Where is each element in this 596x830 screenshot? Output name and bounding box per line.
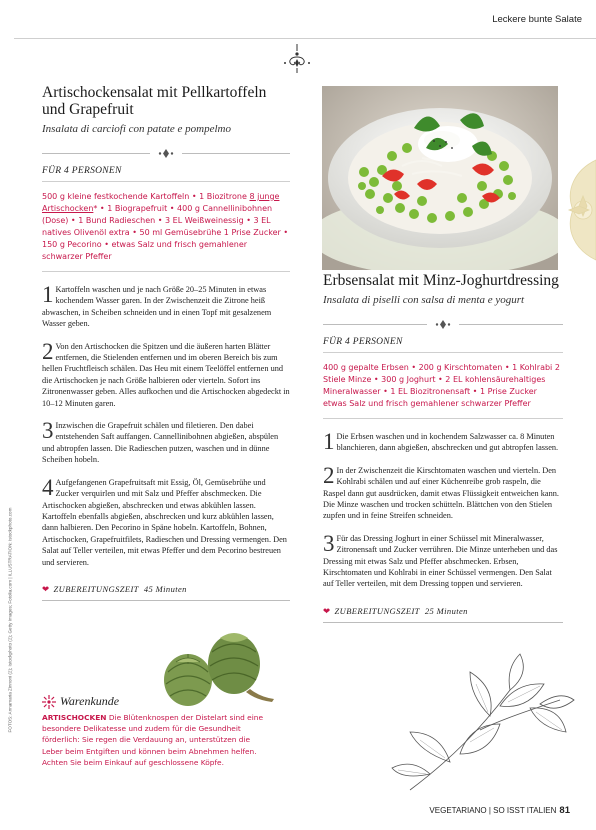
salad-photo bbox=[322, 86, 558, 270]
prep-time bbox=[323, 600, 563, 617]
header-tab bbox=[446, 0, 596, 40]
divider bbox=[42, 600, 290, 601]
page-footer bbox=[429, 805, 570, 816]
ingredients-text: * • 1 Biograpefruit • 400 g Cannellinibohnen (Dose) • 1 Bund Radieschen • 3 EL Weißweinessig • 3 EL natives Olivenöl extra • 50 ml Gemüsebrühe 1 Prise Zucker • 150 g Pecorino • etwas Salz und frisch gemahlener schwarzer Pfeffer bbox=[42, 204, 289, 261]
ornament-icon bbox=[277, 44, 317, 74]
prep-value: 25 Minuten bbox=[424, 605, 468, 616]
servings: FÜR 4 PERSONEN bbox=[323, 337, 403, 347]
mint-illustration bbox=[390, 650, 580, 800]
recipe-title: Erbsensalat mit Minz-Joghurtdressing bbox=[323, 272, 559, 289]
recipe-subtitle: Insalata di piselli con salsa di menta e yogurt bbox=[323, 294, 525, 306]
recipe-peas bbox=[323, 272, 563, 623]
warenkunde-body: Die Blütenknospen der Distelart sind eine besondere Delikatesse und zudem für die Gesundheit förderlich: Sie regen die Verdauung an, unterstützen die Leber beim Entgiften und können beim Abnehmen helfen. Achten Sie beim Einkauf auf geschlossene Köpfe. bbox=[42, 713, 264, 767]
step-number: 1 bbox=[42, 282, 54, 307]
step-text: Aufgefangenen Grapefruitsaft mit Essig, Öl, Gemüsebrühe und Zucker verquirlen und mit Salz und Pfeffer abschmecken. Die Artischocken abgießen, abschrecken und etwas abkühlen lassen. Kartoffeln ebenfalls abgießen, abschrecken und kurz abkühlen lassen, dann halbieren. Den Pecorino in Späne hobeln. Kartoffeln, Bohnen, Artischocken, Grapefruitfilets, Radieschen und Dressing vermengen. Den Salat auf Teller verteilen, mit etwas Pfeffer und dem Pecorino bestreuen und servieren. bbox=[42, 477, 287, 567]
step-number: 4 bbox=[42, 474, 54, 500]
ingredient-list bbox=[42, 191, 290, 263]
step-1 bbox=[42, 284, 290, 330]
divider bbox=[42, 149, 290, 158]
page-number: 81 bbox=[559, 805, 570, 816]
step-number: 1 bbox=[323, 429, 335, 454]
prep-label: ZUBEREITUNGSZEIT bbox=[53, 583, 139, 594]
divider bbox=[42, 271, 290, 272]
divider bbox=[42, 181, 290, 182]
photo-credits: FOTOS: Annamaria Zinnoni (2); Istockphoto (2); Getty Images; Fotolia.com | ILLUSTRATION: Istockphoto.com bbox=[7, 507, 13, 733]
warenkunde-title: Warenkunde bbox=[60, 694, 120, 708]
divider bbox=[323, 320, 563, 329]
warenkunde-keyword: ARTISCHOCKEN bbox=[42, 713, 107, 722]
warenkunde-header bbox=[42, 694, 272, 709]
header-rule bbox=[14, 38, 596, 39]
step-text: Kartoffeln waschen und je nach Größe 20–25 Minuten in etwas kochendem Wasser garen. In der Zwischenzeit die Zitrone heiß abwaschen, in Scheiben schneiden und in einen Topf mit gesalzenem Wasser geben. bbox=[42, 285, 272, 329]
divider bbox=[323, 418, 563, 419]
recipe-title: Artischockensalat mit Pellkartoffeln und Grapefruit bbox=[42, 84, 267, 118]
step-4 bbox=[42, 474, 290, 568]
step-text: Die Erbsen waschen und in kochendem Salzwasser ca. 8 Minuten blanchieren, dann abgießen, abschrecken und gut abtropfen lassen. bbox=[336, 432, 559, 453]
sun-icon bbox=[42, 695, 56, 709]
ingredients-text: 500 g kleine festkochende Kartoffeln • 1 Biozitrone bbox=[42, 192, 250, 201]
step-3 bbox=[323, 530, 563, 590]
step-text: In der Zwischenzeit die Kirschtomaten waschen und vierteln. Den Kohlrabi schälen und auf einer Küchenreibe grob raspeln, die Raspel dann gut ausdrücken, damit etwas Flüssigkeit entweichen kann. Die Minze waschen und trocken schütteln. Blättchen von den Stielen zupfen und in feine Streifen schneiden. bbox=[323, 465, 559, 521]
ornament-icon bbox=[435, 320, 451, 329]
divider bbox=[323, 622, 563, 623]
divider bbox=[323, 352, 563, 353]
ingredient-list: 400 g gepalte Erbsen • 200 g Kirschtomaten • 1 Kohlrabi 2 Stiele Minze • 300 g Joghurt • 2 EL kohlensäurehaltiges Mineralwasser • 1 EL Biozitronensaft • 1 Prise Zucker etwas Salz und frisch gemahlener schwarzer Pfeffer bbox=[323, 363, 560, 408]
magazine-name: VEGETARIANO | SO ISST ITALIEN bbox=[429, 806, 557, 815]
warenkunde-box bbox=[42, 694, 272, 768]
prep-value: 45 Minuten bbox=[143, 583, 187, 594]
step-text: Inzwischen die Grapefruit schälen und filetieren. Den dabei entstehenden Saft auffangen. Cannellinibohnen abgießen, abspülen und abtropfen lassen. Die Radieschen putzen, waschen und in dünne Scheiben hobeln. bbox=[42, 421, 279, 465]
ingredients-highlight: 8 junge Artischocken bbox=[42, 192, 280, 213]
ornament-icon bbox=[158, 149, 174, 158]
prep-time bbox=[42, 578, 290, 595]
step-2 bbox=[42, 338, 290, 409]
step-3 bbox=[42, 420, 290, 466]
step-number: 2 bbox=[323, 462, 335, 488]
step-2 bbox=[323, 462, 563, 522]
prep-label: ZUBEREITUNGSZEIT bbox=[334, 605, 420, 616]
recipe-artichoke bbox=[42, 84, 290, 601]
section-label: Leckere bunte Salate bbox=[492, 14, 582, 25]
step-number: 3 bbox=[42, 418, 54, 444]
recipe-subtitle: Insalata di carciofi con patate e pompelmo bbox=[42, 123, 232, 135]
warenkunde-text bbox=[42, 712, 272, 768]
step-1 bbox=[323, 431, 563, 454]
heart-icon: ❤ bbox=[323, 605, 331, 616]
step-number: 3 bbox=[323, 530, 335, 556]
servings: FÜR 4 PERSONEN bbox=[42, 166, 122, 176]
heart-icon: ❤ bbox=[42, 583, 50, 594]
step-number: 2 bbox=[42, 338, 54, 364]
ornament-icon bbox=[555, 150, 596, 270]
step-text: Von den Artischocken die Spitzen und die äußeren harten Blätter entfernen, die Stielenden entfernen und im oberen Bereich bis zum hellen Fruchtfleisch schälen. Das Heu mit einem Teelöffel entfernen und die Artischocken je nach Größe halbieren oder vierteln. Sofort ins Zitronenwasser geben. Alles aufkochen und die Artischocken abgedeckt in 10–12 Minuten garen. bbox=[42, 341, 290, 408]
step-text: Für das Dressing Joghurt in einer Schüssel mit Mineralwasser, Zitronensaft und Zucker verrühren. Die Minze unterheben und das Dressing mit etwas Salz und Pfeffer abschmecken. Erbsen, Kirschtomaten und Kohlrabi in einer Schüssel vermengen. Den Salat auf Teller verteilen, mit dem Dressing toppen und servieren. bbox=[323, 533, 558, 589]
